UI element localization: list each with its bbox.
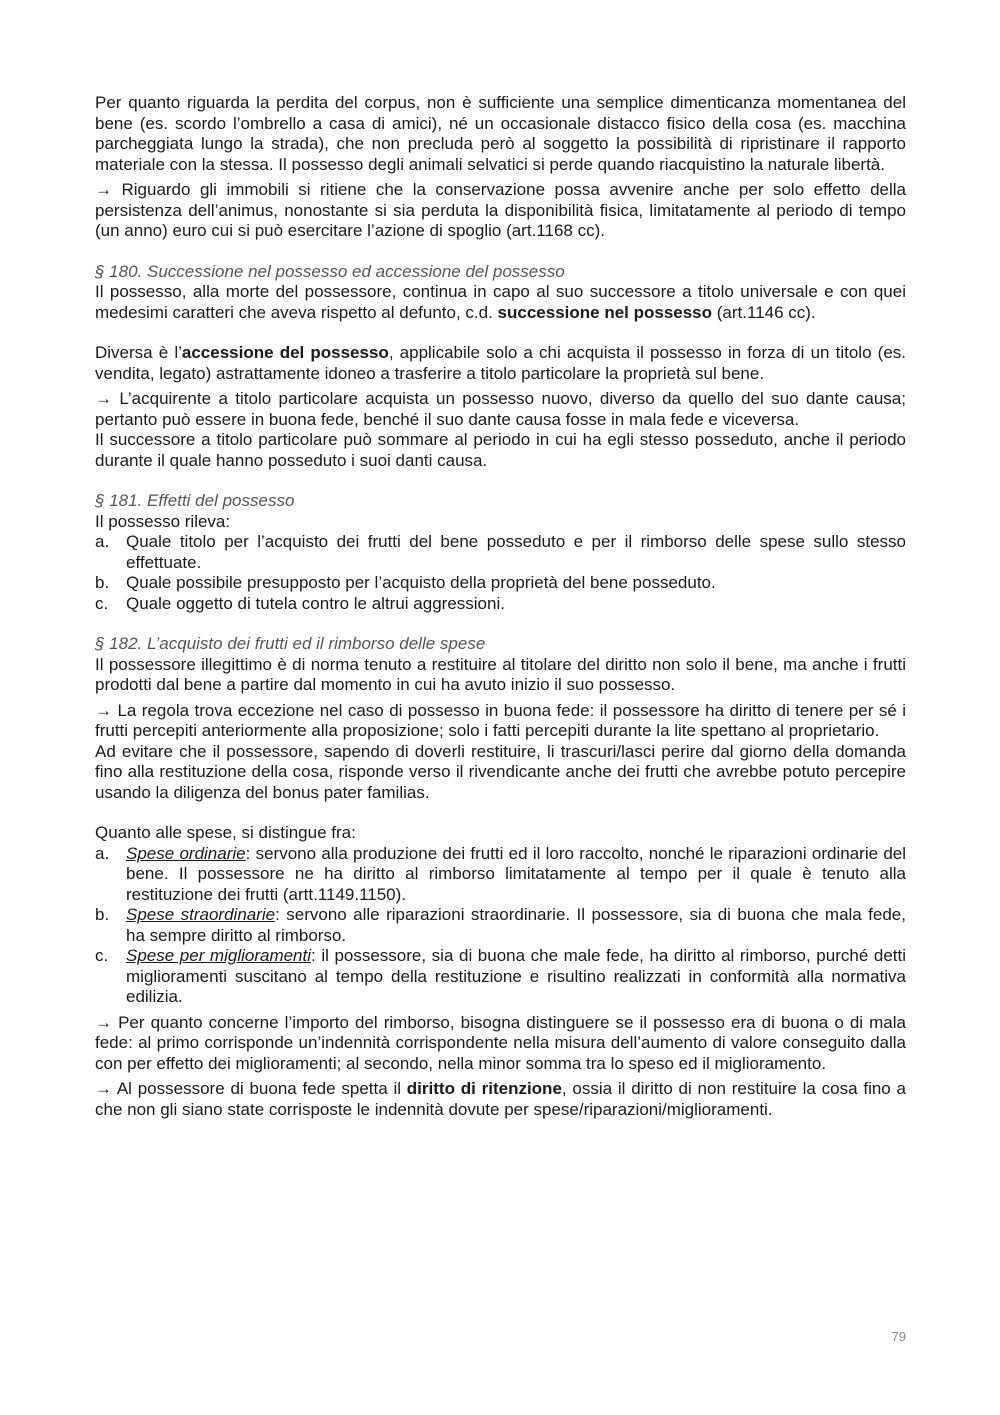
list-item-text: Quale oggetto di tutela contro le altrui aggressioni. bbox=[126, 593, 505, 613]
paragraph-accessione bbox=[95, 343, 906, 384]
paragraph-ritenzione bbox=[95, 1079, 906, 1120]
text-run: Diversa è l’ bbox=[95, 343, 182, 362]
paragraph-spese-intro: Quanto alle spese, si distingue fra: bbox=[95, 823, 356, 842]
list-marker: b. bbox=[95, 905, 110, 924]
list-item-text: Quale titolo per l’acquisto dei frutti del bene posseduto e per il rimborso delle spese sullo stesso effettuate. bbox=[126, 532, 906, 572]
paragraph-corpus-loss: Per quanto riguarda la perdita del corpus, non è sufficiente una semplice dimenticanza momentanea del bene (es. scordo l’ombrello a casa di amici), né un occasionale distacco fisico della cosa (es. macchina parcheggiata lungo la strada), che non precluda però al soggetto la possibilità di ripristinare il rapporto materiale con la stessa. Il possesso degli animali selvatici si perde quando riacquistino la naturale libertà. bbox=[95, 93, 906, 174]
expenses-list bbox=[95, 844, 906, 1008]
effects-list bbox=[95, 532, 906, 614]
document-page bbox=[95, 93, 906, 1120]
text-run: Il possesso, alla morte del possessore, continua in capo al suo successore a titolo universale e con quei medesimi caratteri che aveva rispetto al defunto, c.d. bbox=[95, 282, 906, 322]
paragraph-successore-particolare: Il successore a titolo particolare può sommare al periodo in cui ha egli stesso posseduto, anche il periodo durante il quale hanno posseduto i suoi danti causa. bbox=[95, 430, 906, 470]
list-item bbox=[95, 946, 906, 1008]
section-heading-181: § 181. Effetti del possesso bbox=[95, 491, 295, 510]
bold-term-accessione: accessione del possesso bbox=[181, 343, 389, 362]
list-marker: c. bbox=[95, 593, 109, 613]
text-run: (art.1146 cc). bbox=[712, 302, 816, 322]
section-heading-182: § 182. L’acquisto dei frutti ed il rimborso delle spese bbox=[95, 634, 486, 653]
list-marker: b. bbox=[95, 573, 110, 592]
list-item bbox=[95, 905, 906, 946]
page-number: 79 bbox=[891, 1329, 906, 1344]
list-marker: a. bbox=[95, 532, 110, 551]
paragraph-possessore-illegittimo: Il possessore illegittimo è di norma tenuto a restituire al titolare del diritto non solo il bene, ma anche i frutti prodotti dal bene a partire dal momento in cui ha avuto inizio il suo possesso. bbox=[95, 654, 906, 694]
section-heading-180: § 180. Successione nel possesso ed accessione del possesso bbox=[95, 261, 565, 281]
list-item-term: Spese per miglioramenti bbox=[126, 946, 312, 965]
list-item bbox=[95, 573, 906, 594]
list-marker: c. bbox=[95, 946, 109, 965]
paragraph-evitare: Ad evitare che il possessore, sapendo di doverli restituire, li trascuri/lasci perire dal giorno della domanda fino alla restituzione della cosa, risponde verso il rivendicante anche dei frutti che avrebbe potuto percepire usando la diligenza del bonus pater familias. bbox=[95, 741, 906, 802]
paragraph-successione bbox=[95, 282, 906, 323]
list-item-term: Spese straordinarie bbox=[126, 905, 276, 924]
text-run: → Al possessore di buona fede spetta il bbox=[95, 1079, 407, 1098]
list-marker: a. bbox=[95, 843, 110, 863]
list-item-text: : servono alle riparazioni straordinarie. Il possessore, sia di buona che mala fede, ha sempre diritto al rimborso. bbox=[126, 905, 906, 945]
list-item bbox=[95, 532, 906, 573]
list-item-text: : servono alla produzione dei frutti ed il loro raccolto, nonché le riparazioni ordinarie del bene. Il possessore ne ha diritto al rimborso limitatamente al tempo per il quale è tenuto alla restituzione dei frutti (artt.1149.1150). bbox=[126, 843, 906, 904]
paragraph-acquirente: → L’acquirente a titolo particolare acquista un possesso nuovo, diverso da quello del suo dante causa; pertanto può essere in buona fede, benché il suo dante causa fosse in mala fede e viceversa. bbox=[95, 389, 906, 429]
paragraph-importo-rimborso: → Per quanto concerne l’importo del rimborso, bisogna distinguere se il possesso era di buona o di mala fede: al primo corrisponde un’indennità corrispondente nella misura dell’aumento di valore conseguito dalla con per effetto dei miglioramenti; al secondo, nella minor somma tra lo speso ed il miglioramento. bbox=[95, 1012, 906, 1073]
text-run: , ossia il diritto di non restituire la cosa fino a che non gli siano state corrisposte le indennità dovute per spese/riparazioni/miglioramenti. bbox=[95, 1079, 906, 1119]
list-item-text: Quale possibile presupposto per l’acquisto della proprietà del bene posseduto. bbox=[126, 573, 716, 592]
text-run: , applicabile solo a chi acquista il possesso in forza di un titolo (es. vendita, legato) astrattamente idoneo a trasferire a titolo particolare la proprietà sul bene. bbox=[95, 343, 906, 383]
paragraph-possesso-rileva: Il possesso rileva: bbox=[95, 511, 231, 531]
list-item bbox=[95, 844, 906, 906]
bold-term-successione: successione nel possesso bbox=[497, 302, 713, 322]
list-item bbox=[95, 594, 906, 615]
bold-term-ritenzione: diritto di ritenzione bbox=[406, 1079, 562, 1098]
list-item-term: Spese ordinarie bbox=[126, 843, 246, 863]
paragraph-buona-fede: → La regola trova eccezione nel caso di possesso in buona fede: il possessore ha diritto di tenere per sé i frutti percepiti anteriormente alla proposizione; solo i fatti percepiti durante la lite spettano al proprietario. bbox=[95, 700, 906, 740]
list-item-text: : il possessore, sia di buona che male fede, ha diritto al rimborso, purché detti miglioramenti suscitano al tempo della restituzione e risultino realizzati in conformità alla normativa edilizia. bbox=[126, 946, 906, 1006]
paragraph-immobili: → Riguardo gli immobili si ritiene che la conservazione possa avvenire anche per solo effetto della persistenza dell’animus, nonostante si sia perduta la disponibilità fisica, limitatamente al periodo di tempo (un anno) euro cui si può esercitare l’azione di spoglio (art.1168 cc). bbox=[95, 180, 906, 240]
